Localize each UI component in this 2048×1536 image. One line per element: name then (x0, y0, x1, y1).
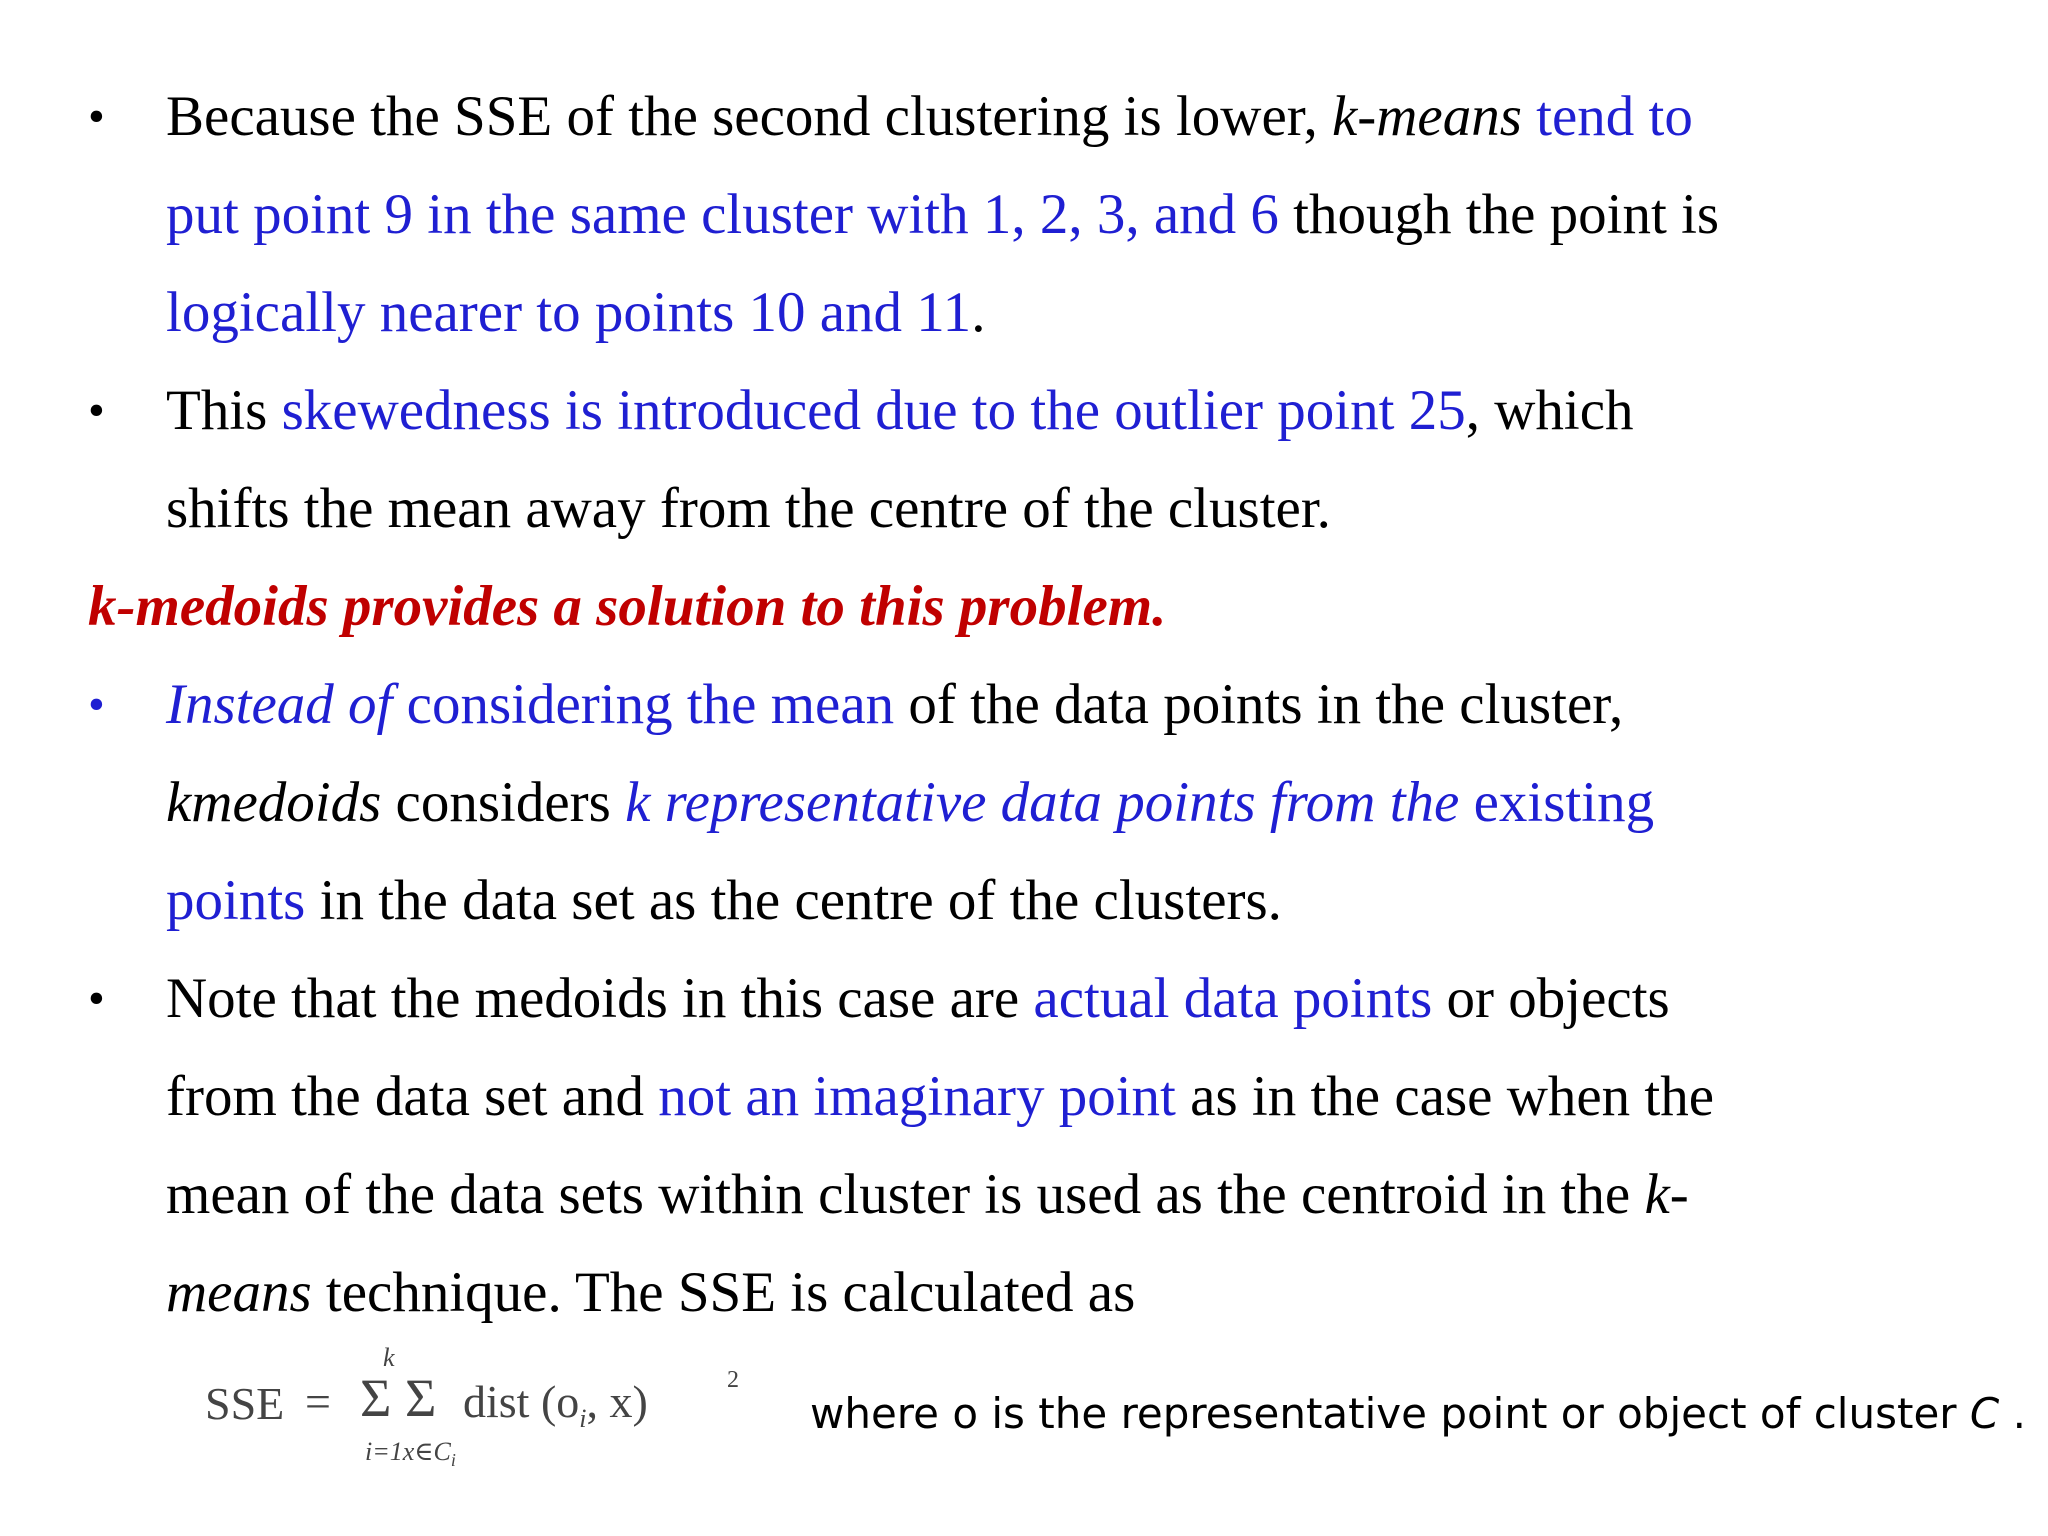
bullet-3-line-1 (166, 673, 1623, 737)
formula-equals: = (305, 1376, 331, 1427)
b2-shifts: shifts the mean away from the centre of the cluster. (166, 477, 1331, 540)
b3-kmedoids: kmedoids (166, 771, 382, 834)
bullet-4: • (88, 972, 105, 1025)
b3-of-the-data: of the data points in the cluster, (894, 673, 1624, 736)
bullet-2: • (88, 384, 105, 437)
bullet-4-line-3 (166, 1163, 1689, 1227)
b4-actual-data-points: actual data points (1033, 967, 1433, 1030)
b1-kmeans: k-means (1331, 85, 1522, 148)
formula-note (810, 1388, 2026, 1440)
b3-considering: considering the mean (392, 673, 895, 736)
b2-this: This (166, 379, 282, 442)
b4-or-objects: or objects (1432, 967, 1670, 1030)
bullet-3-line-3 (166, 869, 1282, 933)
b4-means: means (166, 1261, 312, 1324)
bullet-1-line-2 (166, 183, 1719, 247)
b3-existing: existing (1459, 771, 1655, 834)
sse-formula (205, 1345, 765, 1475)
bullet-2-line-1 (166, 379, 1634, 443)
bullet-4-line-2 (166, 1065, 1714, 1129)
formula-power: 2 (727, 1367, 739, 1393)
b3-points: points (166, 869, 306, 932)
b4-k-dash: k- (1644, 1163, 1689, 1226)
b1-logically: logically nearer to points 10 and 11 (166, 281, 972, 344)
bullet-4-line-1 (166, 967, 1670, 1031)
b3-considers: considers (381, 771, 626, 834)
bullet-4-line-4 (166, 1261, 1135, 1325)
b1-put-point: put point 9 in the same cluster with 1, 2, 3, and 6 (166, 183, 1279, 246)
b3-k-representative: k representative data points from the (625, 771, 1460, 834)
b1-tend: tend to (1521, 85, 1693, 148)
b1-period: . (971, 281, 986, 344)
note-text: where o is the representative point or object of cluster (810, 1389, 1970, 1438)
formula-upper-k: k (383, 1343, 395, 1372)
bullet-1-line-1 (166, 85, 1693, 149)
formula-lower-limits: $i=1x\in C_i$ (365, 1437, 456, 1471)
kmedoids-heading: k-medoids provides a solution to this problem. (88, 575, 1167, 638)
formula-sse: SSE (205, 1378, 285, 1429)
b4-from-the-data-set: from the data set and (166, 1065, 659, 1128)
b2-skewedness: skewedness is introduced due to the outlier point 25 (281, 379, 1466, 442)
bullet-3: • (88, 678, 105, 731)
bullet-1: • (88, 90, 105, 143)
b4-mean-of-data: mean of the data sets within cluster is used as the centroid in the (166, 1163, 1645, 1226)
b4-note-that: Note that the medoids in this case are (166, 967, 1034, 1030)
note-end: . (1999, 1389, 2026, 1438)
bullet-2-line-2 (166, 477, 1331, 541)
bullet-1-line-3 (166, 281, 985, 345)
b4-as-in-the-case: as in the case when the (1175, 1065, 1715, 1128)
b2-which: , which (1465, 379, 1634, 442)
formula-sigma-outer: Σ (360, 1368, 392, 1428)
b1-text: Because the SSE of the second clustering is lower, (166, 85, 1332, 148)
bullet-3-line-2 (166, 771, 1654, 835)
b3-instead-of: Instead of (166, 673, 393, 736)
b4-not-imaginary: not an imaginary point (658, 1065, 1176, 1128)
b1-though: though the point is (1278, 183, 1720, 246)
formula-sigma-inner: Σ (405, 1368, 437, 1428)
b3-in-the-data-set: in the data set as the centre of the clusters. (305, 869, 1282, 932)
note-cluster-c: C (1969, 1389, 2000, 1438)
b4-technique: technique. The SSE is calculated as (311, 1261, 1136, 1324)
formula-dist: dist ($o_i$, x) (463, 1376, 648, 1434)
